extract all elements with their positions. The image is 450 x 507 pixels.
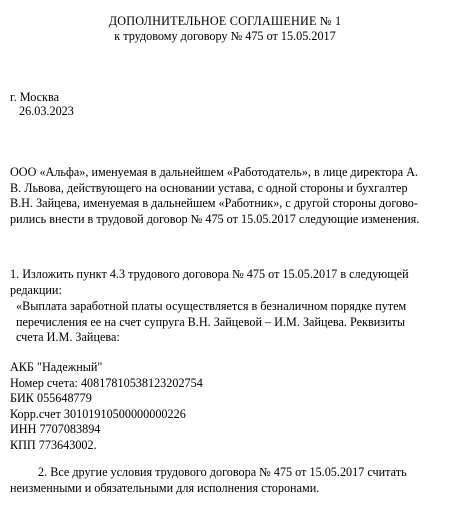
bank-details — [10, 360, 203, 454]
bank-name: АКБ "Надежный" — [10, 360, 103, 374]
clause-1-line: 1. Изложить пункт 4.3 трудового договора № 475 от 15.05.2017 в следующей — [10, 267, 409, 281]
clause-2-line: 2. Все другие условия трудового договора № 475 от 15.05.2017 считать — [38, 465, 407, 479]
inn: ИНН 7707083894 — [10, 422, 101, 437]
intro-paragraph — [10, 165, 442, 227]
corr-account: Корр.счет 30101910500000000226 — [10, 406, 186, 421]
quote-line: перечисления ее на счет супруга В.Н. Зайцевой – И.М. Зайцева. Реквизиты — [16, 314, 406, 329]
clause-1 — [10, 267, 442, 298]
document-subtitle: к трудовому договору № 475 от 15.05.2017 — [114, 29, 336, 43]
bik: БИК 055648779 — [10, 391, 92, 406]
clause-2-line: неизменными и обязательными для исполнения сторонами. — [10, 480, 320, 495]
intro-line: В.Н. Зайцева, именуемая в дальнейшем «Работник», с другой стороны догово- — [10, 196, 418, 211]
quote-line: «Выплата заработной платы осуществляется в безналичном порядке путем — [16, 299, 407, 313]
intro-line: В. Львова, действующего на основании устава, с одной стороны и бухгалтер — [10, 180, 408, 195]
intro-line: рились внести в трудовой договор № 475 от 15.05.2017 следующие изменения. — [10, 211, 420, 226]
quote-line: счета И.М. Зайцева: — [16, 330, 120, 345]
place-city: г. Москва — [10, 90, 59, 104]
clause-1-quote — [16, 299, 442, 346]
document-title: ДОПОЛНИТЕЛЬНОЕ СОГЛАШЕНИЕ № 1 — [108, 14, 342, 28]
intro-line: ООО «Альфа», именуемая в дальнейшем «Работодатель», в лице директора А. — [10, 165, 419, 179]
clause-2 — [10, 465, 442, 496]
agreement-date: 26.03.2023 — [19, 104, 74, 118]
account-number: Номер счета: 40817810538123202754 — [10, 375, 203, 390]
kpp: КПП 773643002. — [10, 437, 97, 452]
clause-1-line: редакции: — [10, 282, 62, 297]
